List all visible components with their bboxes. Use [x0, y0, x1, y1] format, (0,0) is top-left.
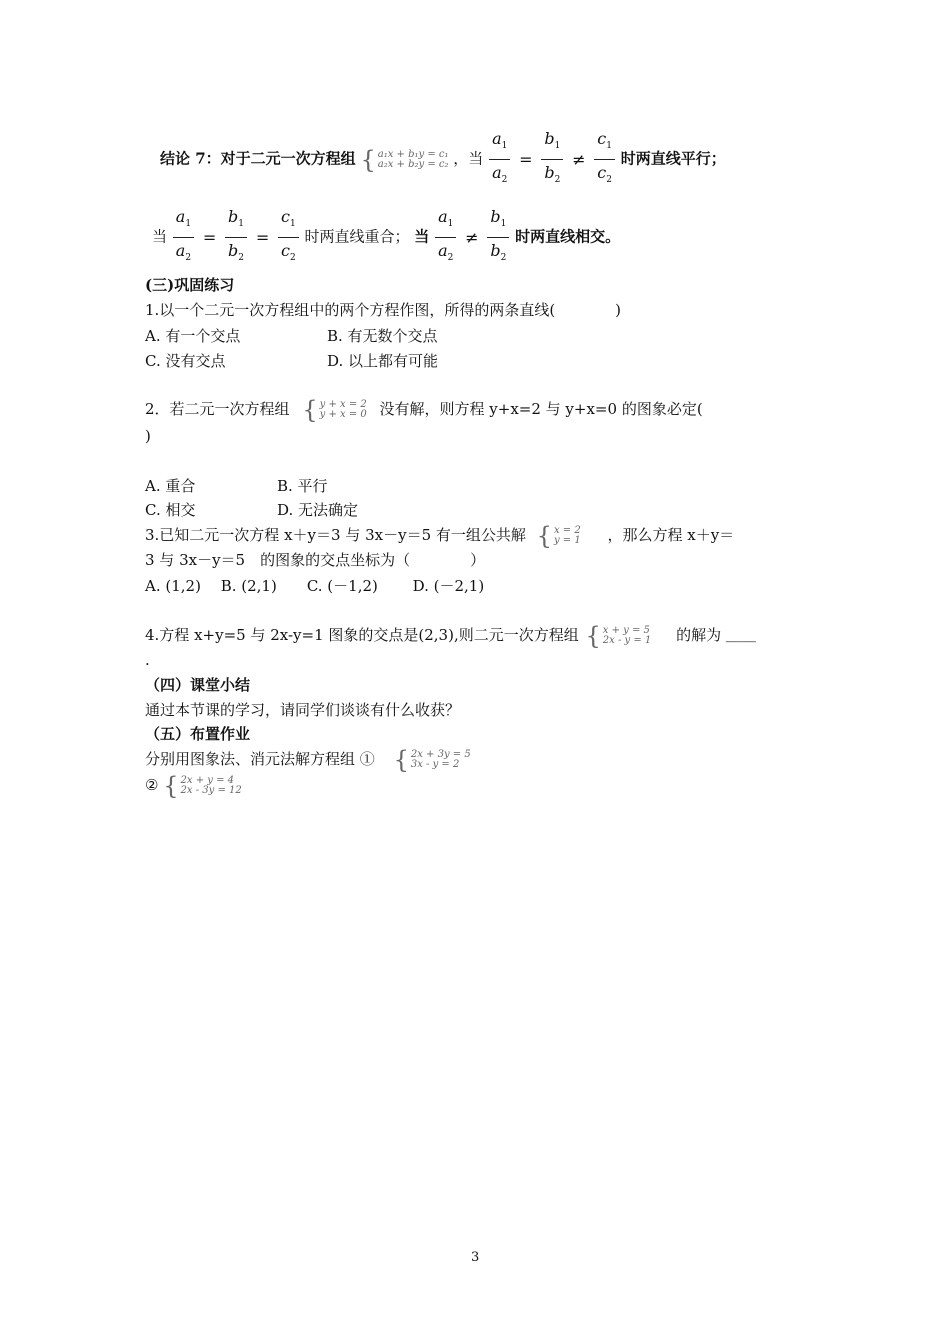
- q2-option-a: A. 重合: [145, 477, 196, 495]
- q4-system: { x + y = 5 2x - y = 1: [585, 622, 652, 650]
- section5-line-2: [145, 774, 242, 798]
- fraction-a1-a2: $\frac{a_1}{a_2}$: [489, 130, 510, 189]
- when-bold: 当: [414, 227, 430, 246]
- equals-sign-second: =: [202, 227, 217, 247]
- section4-title: （四）课堂小结: [145, 676, 251, 694]
- q3-system-eq1: x = 2: [553, 525, 581, 536]
- coincide-tail: 时两直线重合；: [304, 227, 410, 246]
- q1-option-a: A. 有一个交点: [145, 327, 241, 345]
- conclusion-comma-when: ，当: [453, 149, 484, 168]
- homework-system-1-eq1: 2x + 3y = 5: [410, 749, 471, 760]
- q1-option-b: B. 有无数个交点: [327, 327, 438, 345]
- fraction-a1-a2-second: $\frac{a_1}{a_2}$: [173, 208, 194, 267]
- q1-option-d: D. 以上都有可能: [327, 352, 439, 370]
- q4-line-1: [145, 624, 756, 648]
- equals-sign: =: [519, 149, 533, 169]
- conclusion-system-eq2: a₂x + b₂y = c₂: [377, 158, 449, 170]
- equals-sign-third: =: [255, 227, 270, 247]
- conclusion-system-eq1: a₁x + b₁y = c₁: [377, 148, 449, 160]
- q3-system-eq2: y = 1: [553, 535, 581, 546]
- conclusion-line-2: [152, 208, 620, 267]
- conclusion-lead: 结论 7：对于二元一次方程组: [160, 149, 356, 168]
- fraction-b1-b2: $\frac{b_1}{b_2}$: [541, 130, 563, 189]
- not-equal-sign: ≠: [572, 149, 586, 169]
- fraction-c1-c2: $\frac{c_1}{c_2}$: [594, 130, 615, 189]
- q2-option-b: B. 平行: [277, 477, 328, 495]
- fraction-b1-b2-second: $\frac{b_1}{b_2}$: [225, 208, 247, 267]
- q2-stem-a: 2．若二元一次方程组: [145, 400, 290, 418]
- parallel-tail: 时两直线平行；: [620, 149, 726, 168]
- q3-options: A. (1,2) B. (2,1) C. (－1,2) D. (－2,1): [145, 577, 485, 595]
- q1-option-c: C. 没有交点: [145, 352, 226, 370]
- section3-title: (三)巩固练习: [145, 276, 235, 294]
- q2-option-d: D. 无法确定: [277, 501, 359, 519]
- conclusion-line-1: [160, 130, 726, 189]
- homework-system-2: { 2x + y = 4 2x - 3y = 12: [163, 772, 242, 800]
- q1-stem: 1.以一个二元一次方程组中的两个方程作图，所得的两条直线( ): [145, 301, 622, 319]
- q4-stem-b: 的解为 ＿＿: [676, 626, 756, 644]
- q4-stem-c: .: [145, 651, 150, 669]
- q2-line-1: [145, 398, 703, 422]
- q4-system-eq1: x + y = 5: [602, 625, 650, 636]
- q2-stem-c: ): [145, 427, 151, 445]
- fraction-a1-a2-third: $\frac{a_1}{a_2}$: [435, 208, 456, 267]
- intersect-tail: 时两直线相交。: [515, 227, 621, 246]
- fraction-c1-c2-second: $\frac{c_1}{c_2}$: [278, 208, 299, 267]
- q2-option-c: C. 相交: [145, 501, 196, 519]
- section5-body: 分别用图象法、消元法解方程组 ①: [145, 750, 375, 768]
- q3-stem-a: 3.已知二元一次方程 x＋y＝3 与 3x－y＝5 有一组公共解: [145, 526, 526, 544]
- circle-two: ②: [145, 776, 159, 794]
- q2-system-eq2: y + x = 0: [319, 409, 367, 420]
- line2-when: 当: [152, 227, 168, 246]
- homework-system-2-eq1: 2x + y = 4: [180, 775, 235, 786]
- homework-system-1-eq2: 3x - y = 2: [410, 759, 460, 770]
- section5-line-1: [145, 748, 471, 772]
- q4-stem-a: 4.方程 x+y=5 与 2x-y=1 图象的交点是(2,3),则二元一次方程组: [145, 626, 579, 644]
- q4-system-eq2: 2x - y = 1: [602, 635, 652, 646]
- q3-system: { x = 2 y = 1: [536, 522, 581, 550]
- q3-line-1: [145, 524, 734, 548]
- section5-title: （五）布置作业: [145, 725, 251, 743]
- homework-system-2-eq2: 2x - 3y = 12: [180, 785, 242, 796]
- fraction-b1-b2-third: $\frac{b_1}{b_2}$: [487, 208, 509, 267]
- not-equal-sign-second: ≠: [465, 227, 479, 247]
- q2-system-eq1: y + x = 2: [319, 399, 367, 410]
- q2-stem-b: 没有解，则方程 y+x=2 与 y+x=0 的图象必定(: [379, 400, 703, 418]
- conclusion-system: { a₁x + b₁y = c₁ a₂x + b₂y = c₂: [360, 145, 449, 174]
- q3-stem-b: ，那么方程 x＋y＝: [607, 526, 735, 544]
- q2-system: { y + x = 2 y + x = 0: [302, 396, 367, 424]
- page-number: 3: [471, 1250, 480, 1265]
- homework-system-1: { 2x + 3y = 5 3x - y = 2: [393, 746, 471, 774]
- q3-stem-c: 3 与 3x－y＝5 的图象的交点坐标为（ ）: [145, 551, 486, 569]
- section4-body: 通过本节课的学习，请同学们谈谈有什么收获？: [145, 701, 461, 719]
